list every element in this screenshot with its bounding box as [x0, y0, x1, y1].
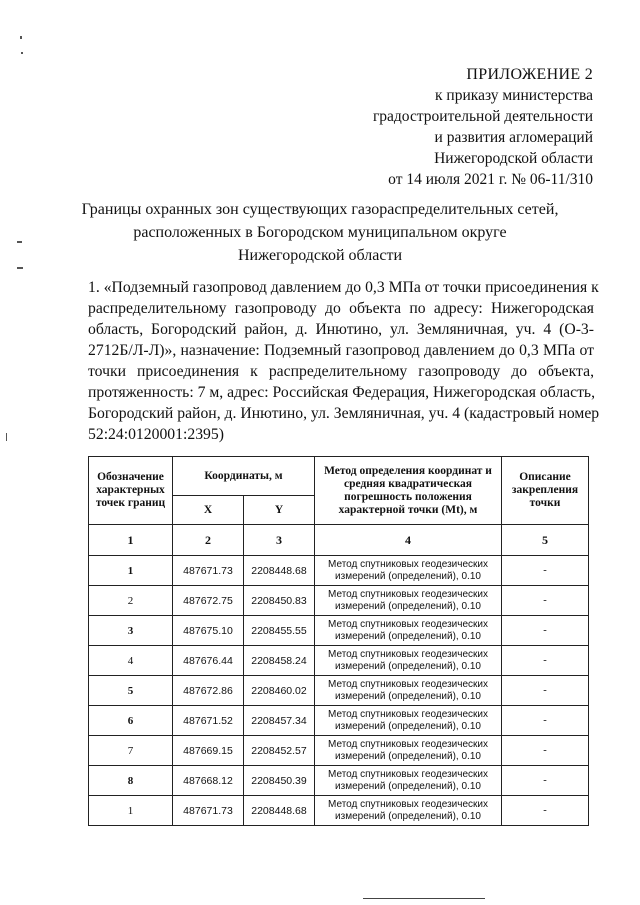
cell-x: 487675.10: [173, 616, 244, 646]
method-line: Метод спутниковых геодезических: [328, 738, 488, 750]
paragraph-line: протяженность: 7 м, адрес: Российская Федерация, Нижегородская область,: [88, 384, 596, 401]
method-line: Метод спутниковых геодезических: [328, 708, 488, 720]
method-line: измерений (определений), 0.10: [335, 600, 481, 612]
cell-x: 487672.86: [173, 676, 244, 706]
method-line: Метод спутниковых геодезических: [328, 678, 488, 690]
cell-desc: -: [502, 766, 589, 796]
cell-point: 4: [89, 646, 173, 676]
cell-y: 2208450.39: [244, 766, 315, 796]
method-line: Метод спутниковых геодезических: [328, 648, 488, 660]
header-desc: Описание закрепления точки: [502, 457, 589, 525]
method-line: Метод спутниковых геодезических: [328, 558, 488, 570]
cell-y: 2208452.57: [244, 736, 315, 766]
title-line: расположенных в Богородском муниципальном округе: [133, 224, 507, 241]
cell-desc: -: [502, 646, 589, 676]
cell-y: 2208450.83: [244, 586, 315, 616]
scan-mark: [21, 52, 23, 54]
cell-point: 2: [89, 586, 173, 616]
cell-y: 2208448.68: [244, 796, 315, 826]
paragraph-line: распределительному газопроводу до объекта по адресу: Нижегородская: [88, 300, 594, 317]
cell-x: 487671.73: [173, 796, 244, 826]
cell-desc: -: [502, 736, 589, 766]
scan-mark: [6, 433, 7, 441]
cell-x: 487676.44: [173, 646, 244, 676]
cell-desc: -: [502, 616, 589, 646]
appendix-line: Нижегородской области: [434, 150, 593, 167]
method-line: Метод спутниковых геодезических: [328, 618, 488, 630]
cell-desc: -: [502, 706, 589, 736]
cell-method: [315, 796, 502, 826]
document-title: [70, 198, 570, 267]
cell-x: 487672.75: [173, 586, 244, 616]
table-row: [89, 556, 589, 586]
footer-divider: [363, 898, 485, 899]
column-number: 4: [315, 525, 502, 556]
scan-mark: [17, 267, 23, 269]
title-line: Нижегородской области: [237, 247, 402, 264]
column-number-row: [89, 525, 589, 556]
cell-point: 1: [89, 796, 173, 826]
paragraph-line: точки присоединения к распределительному газопроводу до объекта,: [88, 363, 594, 380]
title-line: Границы охранных зон существующих газораспределительных сетей,: [81, 201, 559, 218]
header-coords: Координаты, м: [173, 457, 315, 496]
cell-method: [315, 766, 502, 796]
table-row: [89, 796, 589, 826]
column-number: 2: [173, 525, 244, 556]
appendix-line: к приказу министерства: [435, 87, 593, 104]
method-line: Метод спутниковых геодезических: [328, 798, 488, 810]
cell-method: [315, 556, 502, 586]
appendix-header: [373, 64, 593, 190]
method-line: измерений (определений), 0.10: [335, 720, 481, 732]
appendix-line: градостроительной деятельности: [372, 108, 593, 125]
cell-method: [315, 646, 502, 676]
table-row: [89, 736, 589, 766]
cell-x: 487671.73: [173, 556, 244, 586]
cell-method: [315, 736, 502, 766]
cell-desc: -: [502, 556, 589, 586]
cell-method: [315, 586, 502, 616]
appendix-line: и развития агломераций: [434, 129, 593, 146]
paragraph-line: Богородский район, д. Инютино, ул. Земляничная, уч. 4 (кадастровый номер: [88, 405, 600, 422]
scan-mark: [17, 241, 22, 243]
cell-desc: -: [502, 676, 589, 706]
header-x: X: [173, 496, 244, 525]
method-line: измерений (определений), 0.10: [335, 750, 481, 762]
cell-point: 8: [89, 766, 173, 796]
cell-desc: -: [502, 796, 589, 826]
table-row: [89, 616, 589, 646]
cell-y: 2208460.02: [244, 676, 315, 706]
object-description: [88, 277, 600, 445]
column-number: 3: [244, 525, 315, 556]
header-point: Обозначение характерных точек границ: [89, 457, 173, 525]
table-row: [89, 676, 589, 706]
cell-x: 487671.52: [173, 706, 244, 736]
cell-point: 5: [89, 676, 173, 706]
cell-y: 2208448.68: [244, 556, 315, 586]
paragraph-line: 52:24:0120001:2395): [88, 426, 224, 443]
column-number: 5: [502, 525, 589, 556]
cell-y: 2208458.24: [244, 646, 315, 676]
appendix-title: ПРИЛОЖЕНИЕ 2: [466, 66, 593, 83]
cell-point: 6: [89, 706, 173, 736]
cell-x: 487668.12: [173, 766, 244, 796]
cell-method: [315, 676, 502, 706]
cell-x: 487669.15: [173, 736, 244, 766]
method-line: Метод спутниковых геодезических: [328, 588, 488, 600]
cell-point: 3: [89, 616, 173, 646]
cell-method: [315, 616, 502, 646]
cell-y: 2208457.34: [244, 706, 315, 736]
method-line: измерений (определений), 0.10: [335, 810, 481, 822]
method-line: измерений (определений), 0.10: [335, 780, 481, 792]
method-line: измерений (определений), 0.10: [335, 630, 481, 642]
method-line: измерений (определений), 0.10: [335, 660, 481, 672]
header-method: Метод определения координат и средняя квадратическая погрешность положения характерной точки (Mt), м: [315, 457, 502, 525]
cell-y: 2208455.55: [244, 616, 315, 646]
scan-mark: [20, 36, 22, 39]
column-number: 1: [89, 525, 173, 556]
paragraph-line: область, Богородский район, д. Инютино, ул. Земляничная, уч. 4 (О-3-: [88, 321, 594, 338]
cell-method: [315, 706, 502, 736]
table-row: [89, 586, 589, 616]
appendix-date: от 14 июля 2021 г. № 06-11/310: [388, 171, 593, 188]
cell-desc: -: [502, 586, 589, 616]
coordinates-table: [88, 456, 589, 826]
table-header-row: [89, 457, 589, 496]
table-row: [89, 706, 589, 736]
table-row: [89, 646, 589, 676]
cell-point: 1: [89, 556, 173, 586]
cell-point: 7: [89, 736, 173, 766]
paragraph-line: 2712Б/Л-Л)», назначение: Подземный газопровод давлением до 0,3 МПа от: [88, 342, 594, 359]
method-line: измерений (определений), 0.10: [335, 690, 481, 702]
method-line: Метод спутниковых геодезических: [328, 768, 488, 780]
method-line: измерений (определений), 0.10: [335, 570, 481, 582]
paragraph-line: 1. «Подземный газопровод давлением до 0,3 МПа от точки присоединения к: [88, 279, 599, 296]
header-y: Y: [244, 496, 315, 525]
table-row: [89, 766, 589, 796]
